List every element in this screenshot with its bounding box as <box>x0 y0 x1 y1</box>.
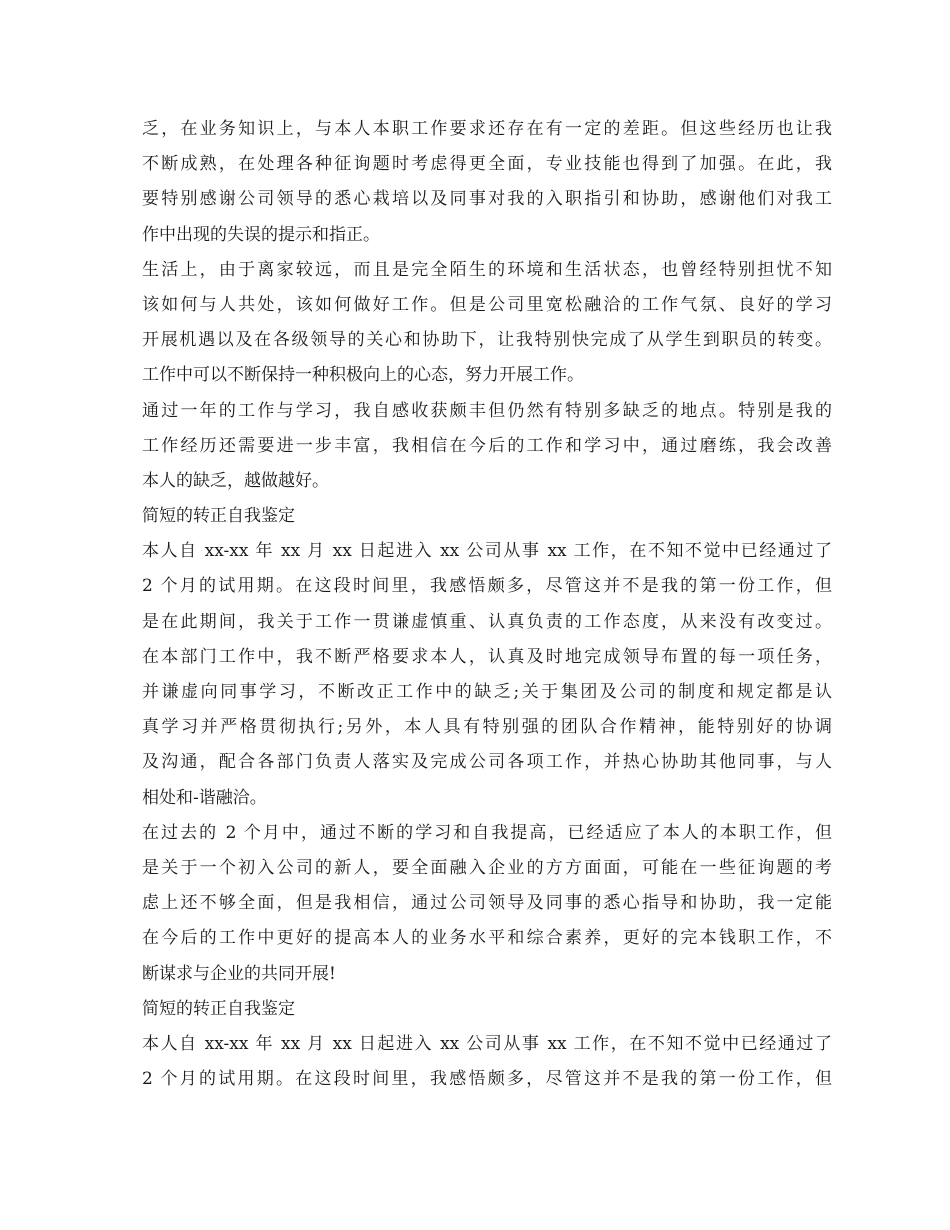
text-line: 该如何与人共处，该如何做好工作。但是公司里宽松融洽的工作气氛、良好的学习 <box>142 294 832 315</box>
text-line: 不断成熟，在处理各种征询题时考虑得更全面，专业技能也得到了加强。在此，我 <box>142 154 832 175</box>
text-line: 并谦虚向同事学习，不断改正工作中的缺乏;关于集团及公司的制度和规定都是认 <box>142 682 832 702</box>
text-line: 开展机遇以及在各级领导的关心和协助下，让我特别快完成了从学生到职员的转变。 <box>142 330 832 351</box>
text-line: 断谋求与企业的共同开展! <box>142 963 336 984</box>
text-line: 2 个月的试用期。在这段时间里，我感悟颇多，尽管这并不是我的第一份工作，但 <box>142 1069 832 1090</box>
text-line: 工作经历还需要进一步丰富，我相信在今后的工作和学习中，通过磨练，我会改善 <box>142 435 832 456</box>
text-line: 及沟通，配合各部门负责人落实及完成公司各项工作，并热心协助其他同事，与人 <box>142 752 832 773</box>
text-line: 在过去的 2 个月中，通过不断的学习和自我提高，已经适应了本人的本职工作，但 <box>142 822 832 843</box>
text-line: 虑上还不够全面，但是我相信，通过公司领导及同事的悉心指导和协助，我一定能 <box>142 893 832 914</box>
text-line: 本人自 xx-xx 年 xx 月 xx 日起进入 xx 公司从事 xx 工作，在不知不觉中已经通过了 <box>142 541 832 562</box>
text-line: 本人的缺乏，越做越好。 <box>142 470 329 491</box>
text-line: 相处和-谐融洽。 <box>142 787 267 808</box>
text-line: 简短的转正自我鉴定 <box>142 506 295 527</box>
text-line: 本人自 xx-xx 年 xx 月 xx 日起进入 xx 公司从事 xx 工作，在不知不觉中已经通过了 <box>142 1033 832 1054</box>
text-line: 是关于一个初入公司的新人，要全面融入企业的方方面面，可能在一些征询题的考 <box>142 857 832 878</box>
text-line: 在今后的工作中更好的提高本人的业务水平和综合素养，更好的完本钱职工作，不 <box>142 928 832 949</box>
text-line: 在本部门工作中，我不断严格要求本人，认真及时地完成领导布置的每一项任务， <box>142 646 832 667</box>
text-line: 简短的转正自我鉴定 <box>142 998 295 1019</box>
document-body <box>142 112 832 1097</box>
text-line: 2 个月的试用期。在这段时间里，我感悟颇多，尽管这并不是我的第一份工作，但 <box>142 576 832 597</box>
text-line: 工作中可以不断保持一种积极向上的心态，努力开展工作。 <box>142 365 584 386</box>
text-line: 要特别感谢公司领导的悉心栽培以及同事对我的入职指引和协助，感谢他们对我工 <box>142 189 832 210</box>
text-line: 通过一年的工作与学习，我自感收获颇丰但仍然有特别多缺乏的地点。特别是我的 <box>142 400 832 421</box>
text-line: 生活上，由于离家较远，而且是完全陌生的环境和生活状态，也曾经特别担忧不知 <box>142 259 832 280</box>
text-line: 真学习并严格贯彻执行;另外，本人具有特别强的团队合作精神，能特别好的协调 <box>142 717 832 738</box>
text-line: 作中出现的失误的提示和指正。 <box>142 224 380 245</box>
text-line: 乏，在业务知识上，与本人本职工作要求还存在有一定的差距。但这些经历也让我 <box>142 119 832 139</box>
text-line: 是在此期间，我关于工作一贯谦虚慎重、认真负责的工作态度，从来没有改变过。 <box>142 611 832 632</box>
